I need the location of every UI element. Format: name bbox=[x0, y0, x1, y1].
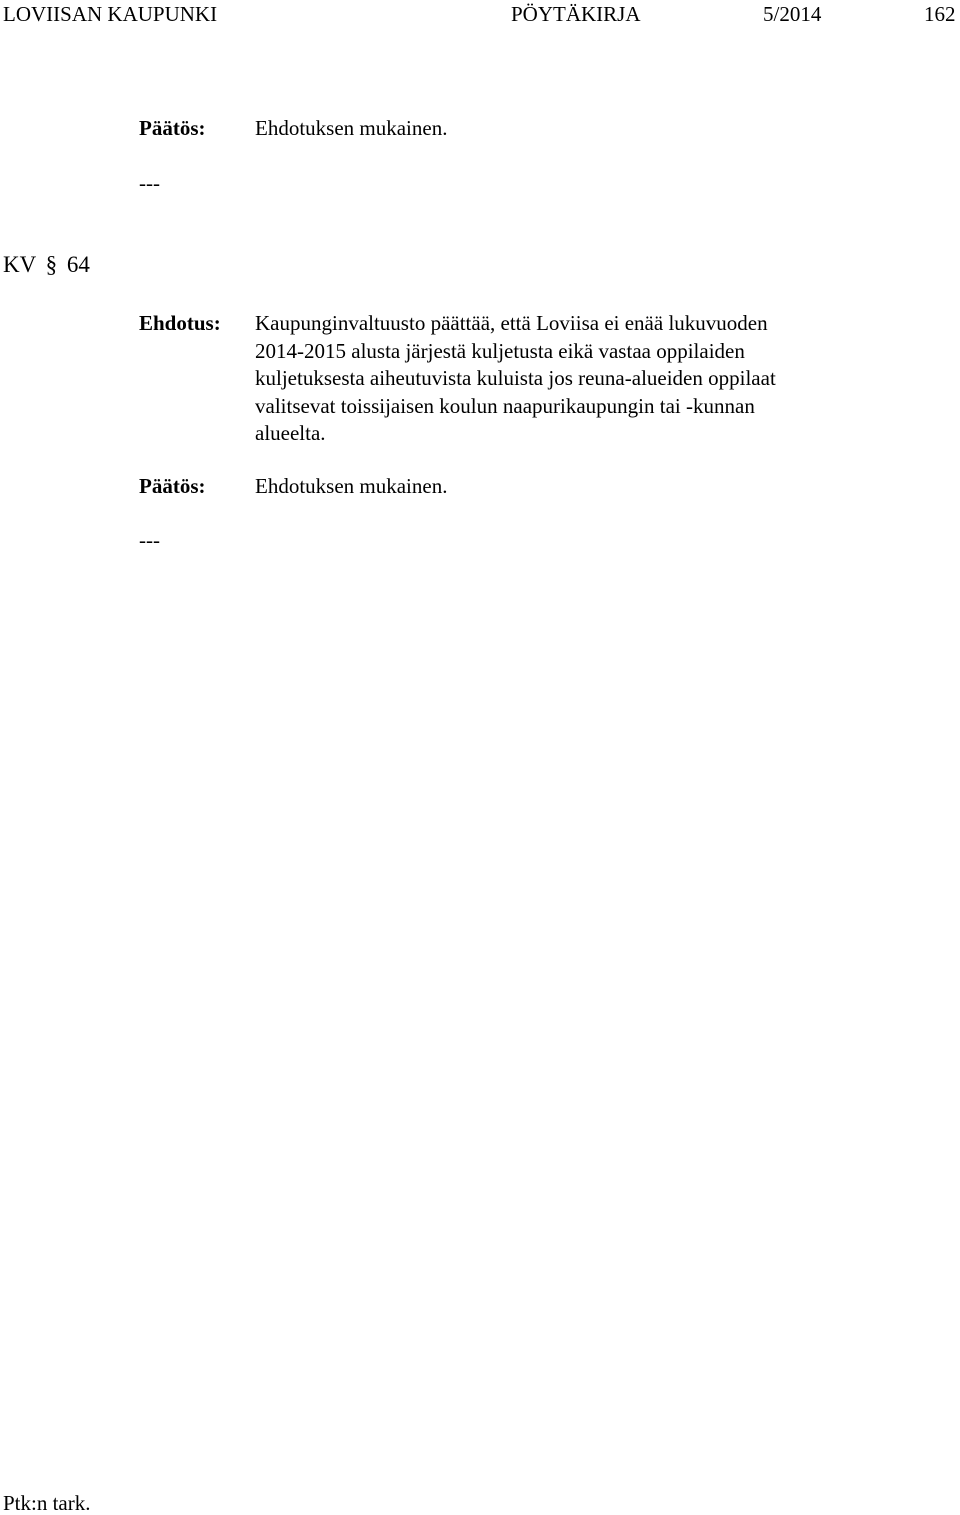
item-heading-prefix: KV bbox=[3, 252, 36, 277]
decision-label: Päätös: bbox=[139, 474, 206, 498]
proposal-line: Kaupunginvaltuusto päättää, että Loviisa ei enää lukuvuoden bbox=[255, 311, 768, 335]
proposal-line: 2014-2015 alusta järjestä kuljetusta eikä vastaa oppilaiden bbox=[255, 338, 745, 363]
proposal-label: Ehdotus: bbox=[139, 311, 221, 335]
header-organization: LOVIISAN KAUPUNKI bbox=[3, 2, 218, 26]
previous-decision-label: Päätös: bbox=[139, 116, 206, 140]
proposal-line: alueelta. bbox=[255, 421, 326, 445]
item-heading bbox=[3, 253, 90, 276]
decision-text: Ehdotuksen mukainen. bbox=[255, 474, 448, 498]
previous-decision-text: Ehdotuksen mukainen. bbox=[255, 116, 448, 140]
item-number: 64 bbox=[66, 252, 90, 277]
header-issue: 5/2014 bbox=[763, 2, 822, 26]
section-sign: § bbox=[45, 252, 58, 277]
proposal-text bbox=[255, 310, 855, 448]
proposal-line: valitsevat toissijaisen koulun naapurikaupungin tai -kunnan bbox=[255, 393, 755, 418]
previous-separator: --- bbox=[139, 171, 160, 195]
item-separator: --- bbox=[139, 528, 160, 552]
footer-check-label: Ptk:n tark. bbox=[3, 1491, 91, 1515]
proposal-line: kuljetuksesta aiheutuvista kuluista jos reuna-alueiden oppilaat bbox=[255, 366, 776, 390]
header-document-type: PÖYTÄKIRJA bbox=[511, 2, 641, 26]
header-page-number: 162 bbox=[924, 2, 956, 26]
